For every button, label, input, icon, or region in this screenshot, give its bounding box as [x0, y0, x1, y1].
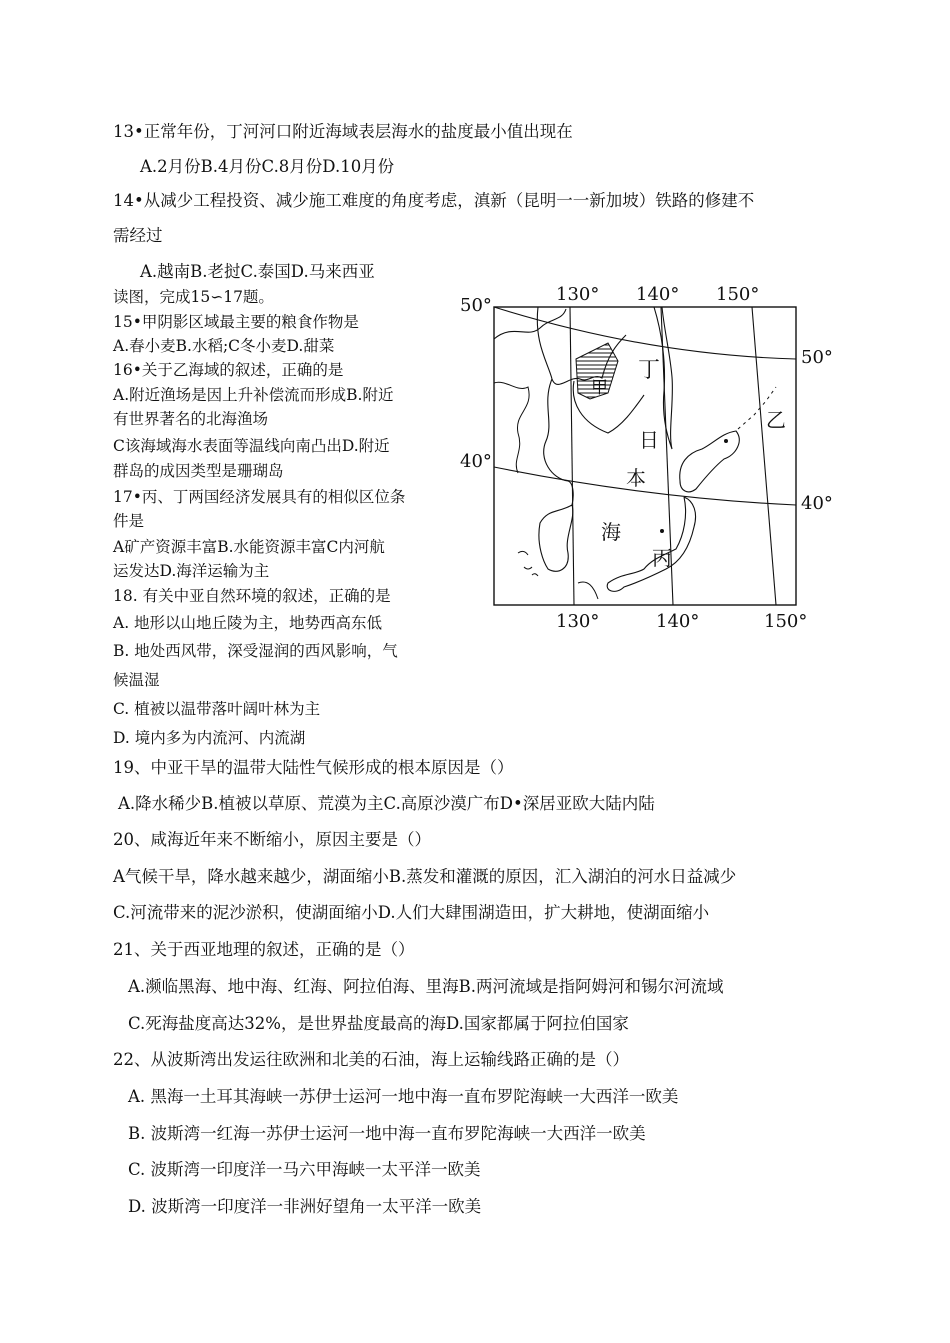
inner-border — [494, 382, 529, 473]
q21-line2: C.死海盐度高达32%，是世界盐度最高的海D.国家都属于阿拉伯国家 — [128, 1014, 629, 1033]
q22-option-c: C. 波斯湾一印度洋一马六甲海峡一太平洋一欧美 — [128, 1160, 481, 1179]
q18-option-d: D. 境内多为内流河、内流湖 — [113, 729, 306, 747]
q17-line1: A矿产资源丰富B.水能资源丰富C内河航 — [113, 538, 385, 556]
q16-line1: A.附近渔场是因上升补偿流而形成B.附近 — [113, 386, 394, 404]
q18-stem: 18. 有关中亚自然环境的叙述，正确的是 — [113, 587, 391, 605]
lon-label-bottom-130: 130° — [556, 611, 600, 632]
sea-char-3: 海 — [601, 520, 621, 544]
lon-label-top-150: 150° — [716, 284, 760, 305]
q16-line2: 有世界著名的北海渔场 — [113, 410, 269, 428]
q15-options: A.春小麦B.水稻;C冬小麦D.甜菜 — [113, 337, 335, 355]
map-intro: 读图，完成15∽17题。 — [113, 288, 274, 306]
q16-stem: 16•关于乙海域的叙述，正确的是 — [113, 361, 344, 379]
lat-label-left-40: 40° — [460, 451, 492, 472]
q22-option-a: A. 黑海一土耳其海峡一苏伊士运河一地中海一直布罗陀海峡一大西洋一欧美 — [128, 1087, 679, 1106]
lon-label-top-130: 130° — [556, 284, 600, 305]
kyushu-coast — [578, 582, 598, 599]
q14-stem-line2: 需经过 — [113, 226, 163, 245]
q16-line4: 群岛的成因类型是珊瑚岛 — [113, 462, 284, 480]
q22-option-d: D. 波斯湾一印度洋一非洲好望角一太平洋一欧美 — [128, 1197, 482, 1216]
q17-stem-line1: 17•丙、丁两国经济发展具有的相似区位条 — [113, 488, 406, 506]
q22-stem: 22、从波斯湾出发运往欧洲和北美的石油，海上运输线路正确的是（） — [113, 1050, 629, 1069]
hokkaido-coast — [680, 431, 739, 492]
meridian-150 — [752, 307, 776, 605]
q18-option-b-line2: 候温湿 — [113, 671, 160, 689]
meridian-130 — [570, 307, 574, 605]
q18-option-b-line1: B. 地处西风带，深受湿润的西风影响，气 — [113, 642, 398, 660]
mainland-coast — [494, 307, 644, 505]
q18-option-c: C. 植被以温带落叶阔叶林为主 — [113, 700, 321, 718]
city-marker — [724, 439, 728, 443]
korea-coast — [539, 505, 573, 571]
label-ding: 丁 — [638, 358, 661, 383]
q14-stem-line1: 14•从减少工程投资、减少施工难度的角度考虑，滇新（昆明一一新加坡）铁路的修建不 — [113, 191, 755, 210]
q13-options: A.2月份B.4月份C.8月份D.10月份 — [140, 157, 395, 176]
lat-label-left-50: 50° — [460, 295, 492, 316]
lon-label-bottom-140: 140° — [656, 611, 700, 632]
q15-stem: 15•甲阴影区域最主要的粮食作物是 — [113, 313, 359, 331]
q17-stem-line2: 件是 — [113, 512, 145, 530]
map-frame — [494, 307, 796, 605]
sea-char-2: 本 — [626, 466, 646, 490]
lon-label-bottom-150: 150° — [764, 611, 808, 632]
q13-stem: 13•正常年份，丁河河口附近海域表层海水的盐度最小值出现在 — [113, 122, 573, 141]
city-marker — [660, 529, 664, 533]
q14-options: A.越南B.老挝C.泰国D.马来西亚 — [140, 262, 375, 281]
q20-line2: C.河流带来的泥沙淤积，使湖面缩小D.人们大肆围湖造田，扩大耕地，使湖面缩小 — [113, 903, 710, 922]
q20-stem: 20、咸海近年来不断缩小，原因主要是（） — [113, 830, 431, 849]
honshu-coast — [607, 497, 695, 591]
sea-char-1: 日 — [639, 428, 659, 452]
q19-stem: 19、中亚干旱的温带大陆性气候形成的根本原因是（） — [113, 758, 514, 777]
q22-option-b: B. 波斯湾一红海一苏伊士运河一地中海一直布罗陀海峡一大西洋一欧美 — [128, 1124, 646, 1143]
lat-label-right-50: 50° — [801, 347, 833, 368]
q19-options: A.降水稀少B.植被以草原、荒漠为主C.高原沙漠广布D•深居亚欧大陆内陆 — [118, 794, 655, 813]
q21-stem: 21、关于西亚地理的叙述，正确的是（） — [113, 940, 415, 959]
q20-line1: A气候干旱，降水越来越少，湖面缩小B.蒸发和灌溉的原因，汇入湖泊的河水日益减少 — [113, 867, 737, 886]
q18-option-a: A. 地形以山地丘陵为主，地势西高东低 — [113, 614, 383, 632]
islets — [518, 551, 538, 576]
label-yi: 乙 — [766, 408, 786, 432]
q16-line3: C该海域海水表面等温线向南凸出D.附近 — [113, 437, 390, 455]
parallel-50 — [494, 307, 796, 359]
q17-line2: 运发达D.海洋运输为主 — [113, 562, 270, 580]
east-asia-map — [458, 283, 833, 635]
label-bing: 丙 — [652, 546, 672, 570]
lat-label-right-40: 40° — [801, 493, 833, 514]
q21-line1: A.濒临黑海、地中海、红海、阿拉伯海、里海B.两河流域是指阿姆河和锡尔河流域 — [128, 977, 724, 996]
label-jia: 甲 — [591, 378, 608, 398]
lon-label-top-140: 140° — [636, 284, 680, 305]
